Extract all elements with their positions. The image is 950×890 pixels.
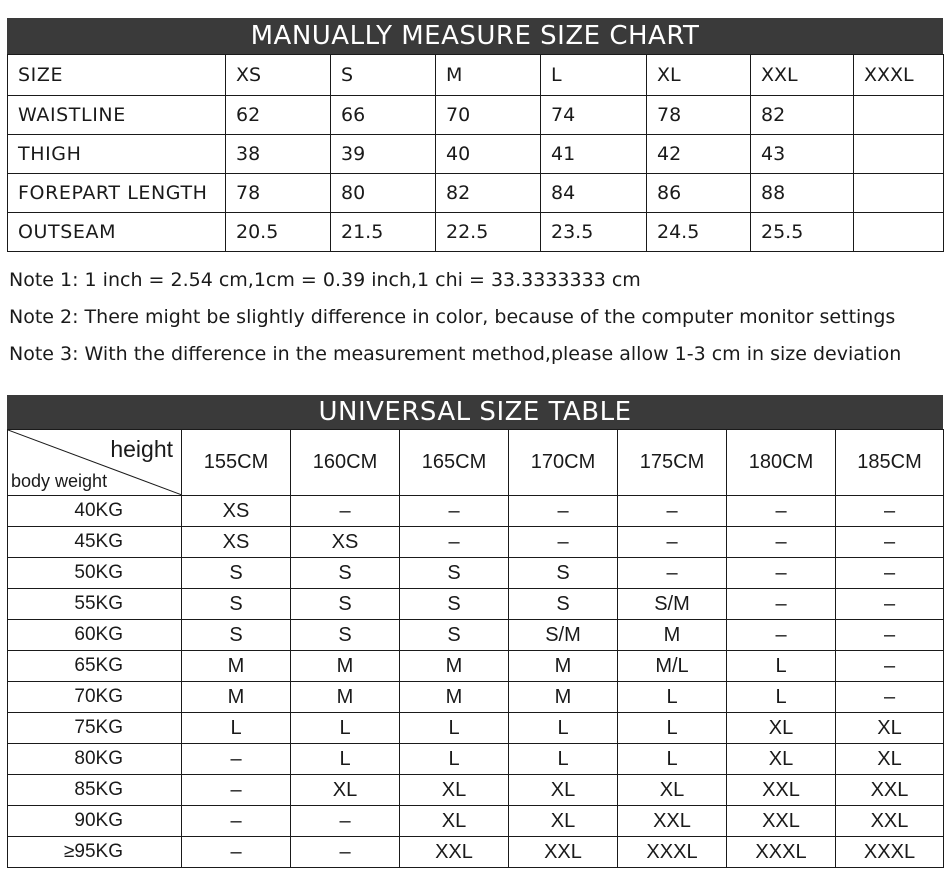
size-cell: XXXL — [836, 837, 944, 868]
height-header-cell: 175CM — [618, 430, 727, 496]
size-cell: XS — [182, 496, 291, 527]
size-cell: S — [291, 589, 400, 620]
size-cell: – — [727, 527, 836, 558]
measure-cell: 38 — [226, 135, 331, 174]
size-cell: S/M — [509, 620, 618, 651]
measure-row-label: FOREPART LENGTH — [8, 174, 226, 213]
size-cell: M — [509, 682, 618, 713]
measure-row-label: OUTSEAM — [8, 213, 226, 252]
measure-cell: 86 — [647, 174, 751, 213]
measure-cell: 74 — [541, 96, 647, 135]
size-cell: M/L — [618, 651, 727, 682]
size-cell: M — [182, 682, 291, 713]
size-cell: S — [182, 558, 291, 589]
size-cell: M — [182, 651, 291, 682]
corner-height-label: height — [110, 436, 173, 462]
weight-row — [8, 558, 944, 589]
measure-cell: 66 — [331, 96, 436, 135]
size-cell: – — [291, 496, 400, 527]
measure-size-table — [7, 54, 944, 252]
weight-label: 60KG — [8, 620, 182, 651]
weight-row — [8, 682, 944, 713]
measure-cell: 78 — [226, 174, 331, 213]
note-2: Note 2: There might be slightly difference in color, because of the computer monitor settings — [9, 306, 896, 328]
size-cell: L — [509, 713, 618, 744]
measure-cell: 84 — [541, 174, 647, 213]
size-cell: S — [400, 620, 509, 651]
size-cell: XXL — [509, 837, 618, 868]
size-cell: L — [182, 713, 291, 744]
measure-cell — [854, 213, 944, 252]
size-cell: XL — [727, 744, 836, 775]
weight-label: 50KG — [8, 558, 182, 589]
size-cell: S — [291, 620, 400, 651]
size-cell: XXL — [836, 806, 944, 837]
size-cell: – — [727, 620, 836, 651]
corner-cell — [8, 430, 182, 496]
size-cell: – — [400, 496, 509, 527]
measure-cell: 20.5 — [226, 213, 331, 252]
size-cell: XXXL — [727, 837, 836, 868]
size-cell: – — [836, 558, 944, 589]
size-cell: – — [291, 806, 400, 837]
notes-section — [9, 262, 901, 373]
size-cell: – — [400, 527, 509, 558]
size-cell: M — [618, 620, 727, 651]
weight-row — [8, 744, 944, 775]
measure-cell: 41 — [541, 135, 647, 174]
weight-row — [8, 713, 944, 744]
note-3: Note 3: With the difference in the measurement method,please allow 1-3 cm in size deviation — [9, 343, 902, 365]
weight-label: 40KG — [8, 496, 182, 527]
size-cell: L — [618, 682, 727, 713]
size-cell: M — [509, 651, 618, 682]
size-cell: – — [291, 837, 400, 868]
size-cell: XL — [400, 806, 509, 837]
weight-row — [8, 496, 944, 527]
size-cell: – — [836, 682, 944, 713]
measure-cell: 82 — [751, 96, 854, 135]
size-cell: XL — [400, 775, 509, 806]
size-cell: S — [182, 620, 291, 651]
size-cell: XL — [836, 744, 944, 775]
size-cell: L — [727, 651, 836, 682]
height-header-cell: 160CM — [291, 430, 400, 496]
size-header-label: SIZE — [8, 55, 226, 96]
weight-label: 85KG — [8, 775, 182, 806]
size-cell: S — [400, 558, 509, 589]
measure-row — [8, 135, 944, 174]
weight-label: 90KG — [8, 806, 182, 837]
measure-cell: 24.5 — [647, 213, 751, 252]
size-cell: L — [291, 744, 400, 775]
measure-row-label: WAISTLINE — [8, 96, 226, 135]
size-cell: XXXL — [618, 837, 727, 868]
measure-cell: 62 — [226, 96, 331, 135]
measure-cell: 21.5 — [331, 213, 436, 252]
size-cell: XXL — [836, 775, 944, 806]
measure-row — [8, 213, 944, 252]
weight-label: 70KG — [8, 682, 182, 713]
size-cell: M — [291, 651, 400, 682]
height-header-cell: 185CM — [836, 430, 944, 496]
size-cell: – — [727, 558, 836, 589]
size-cell: L — [400, 713, 509, 744]
size-cell: – — [182, 744, 291, 775]
corner-weight-label: body weight — [11, 471, 108, 491]
universal-table-title: UNIVERSAL SIZE TABLE — [7, 395, 943, 429]
size-header-cell: XXL — [751, 55, 854, 96]
size-cell: XXL — [618, 806, 727, 837]
size-header-cell: XXXL — [854, 55, 944, 96]
size-cell: S — [400, 589, 509, 620]
measure-row-label: THIGH — [8, 135, 226, 174]
size-header-cell: M — [436, 55, 541, 96]
universal-size-table — [7, 429, 944, 868]
weight-row — [8, 620, 944, 651]
size-cell: XL — [618, 775, 727, 806]
size-cell: L — [618, 744, 727, 775]
measure-cell: 23.5 — [541, 213, 647, 252]
note-1: Note 1: 1 inch = 2.54 cm,1cm = 0.39 inch,1 chi = 33.3333333 cm — [9, 269, 641, 291]
measure-row — [8, 96, 944, 135]
size-header-cell: XL — [647, 55, 751, 96]
height-header-row — [8, 430, 944, 496]
size-cell: XS — [182, 527, 291, 558]
size-cell: – — [509, 496, 618, 527]
size-cell: XXL — [727, 775, 836, 806]
weight-label: 55KG — [8, 589, 182, 620]
measure-cell: 39 — [331, 135, 436, 174]
size-header-cell: S — [331, 55, 436, 96]
size-cell: L — [509, 744, 618, 775]
measure-cell — [854, 96, 944, 135]
measure-cell: 43 — [751, 135, 854, 174]
weight-label: ≥95KG — [8, 837, 182, 868]
size-cell: S — [291, 558, 400, 589]
size-cell: XL — [727, 713, 836, 744]
size-cell: XL — [836, 713, 944, 744]
size-cell: – — [182, 806, 291, 837]
size-cell: XL — [509, 775, 618, 806]
measure-cell: 70 — [436, 96, 541, 135]
height-header-cell: 155CM — [182, 430, 291, 496]
measure-chart-title: MANUALLY MEASURE SIZE CHART — [7, 18, 943, 54]
weight-row — [8, 651, 944, 682]
size-cell: – — [836, 527, 944, 558]
size-cell: XXL — [727, 806, 836, 837]
measure-cell: 25.5 — [751, 213, 854, 252]
weight-row — [8, 775, 944, 806]
size-cell: – — [836, 496, 944, 527]
size-cell: M — [291, 682, 400, 713]
measure-cell: 78 — [647, 96, 751, 135]
size-cell: – — [836, 651, 944, 682]
measure-cell — [854, 174, 944, 213]
measure-cell: 22.5 — [436, 213, 541, 252]
size-cell: – — [618, 558, 727, 589]
measure-cell: 42 — [647, 135, 751, 174]
size-cell: XS — [291, 527, 400, 558]
weight-label: 75KG — [8, 713, 182, 744]
size-header-row — [8, 55, 944, 96]
size-cell: – — [618, 496, 727, 527]
size-header-cell: XS — [226, 55, 331, 96]
size-cell: M — [400, 682, 509, 713]
size-cell: L — [291, 713, 400, 744]
size-cell: – — [182, 775, 291, 806]
size-cell: – — [182, 837, 291, 868]
size-cell: L — [618, 713, 727, 744]
size-cell: XL — [291, 775, 400, 806]
size-cell: – — [509, 527, 618, 558]
size-cell: – — [836, 589, 944, 620]
measure-cell: 88 — [751, 174, 854, 213]
weight-row — [8, 806, 944, 837]
size-cell: – — [836, 620, 944, 651]
size-cell: XL — [509, 806, 618, 837]
size-cell: – — [618, 527, 727, 558]
measure-cell: 82 — [436, 174, 541, 213]
height-header-cell: 180CM — [727, 430, 836, 496]
measure-cell: 80 — [331, 174, 436, 213]
height-header-cell: 170CM — [509, 430, 618, 496]
size-header-cell: L — [541, 55, 647, 96]
size-cell: L — [400, 744, 509, 775]
size-cell: S — [509, 589, 618, 620]
weight-label: 45KG — [8, 527, 182, 558]
weight-label: 80KG — [8, 744, 182, 775]
size-cell: L — [727, 682, 836, 713]
size-cell: S — [509, 558, 618, 589]
size-cell: – — [727, 589, 836, 620]
weight-row — [8, 589, 944, 620]
weight-row — [8, 837, 944, 868]
size-cell: S/M — [618, 589, 727, 620]
size-cell: XXL — [400, 837, 509, 868]
measure-row — [8, 174, 944, 213]
measure-cell — [854, 135, 944, 174]
height-header-cell: 165CM — [400, 430, 509, 496]
size-cell: S — [182, 589, 291, 620]
measure-cell: 40 — [436, 135, 541, 174]
weight-row — [8, 527, 944, 558]
weight-label: 65KG — [8, 651, 182, 682]
size-cell: M — [400, 651, 509, 682]
size-cell: – — [727, 496, 836, 527]
